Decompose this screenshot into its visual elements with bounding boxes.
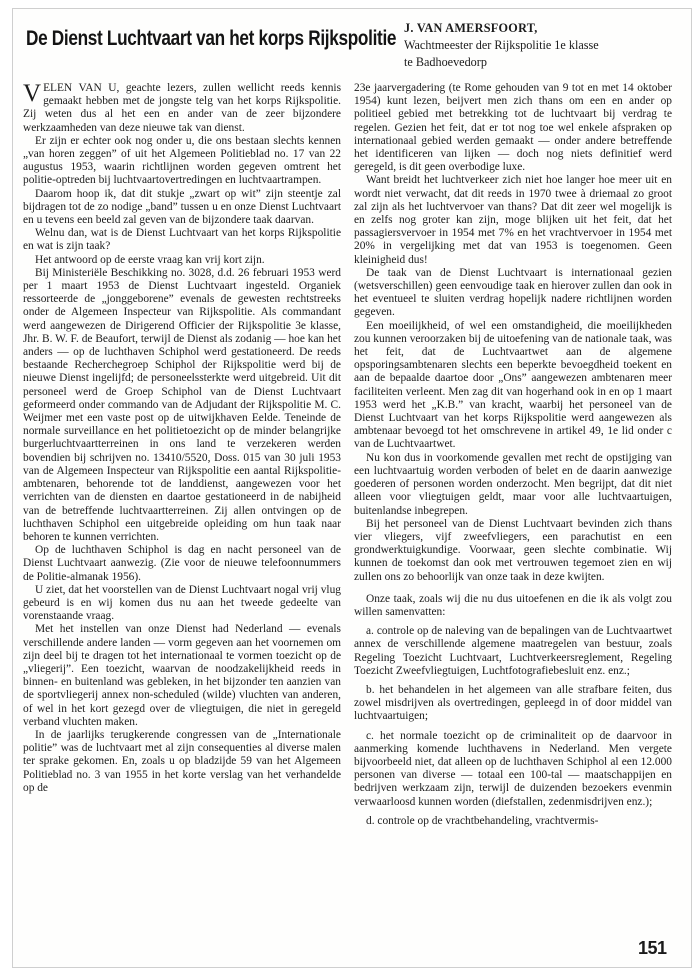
paragraph: U ziet, dat het voorstellen van de Dienst Luchtvaart nogal vrij vlug gebeurd is en wij komen dus nu aan het tweede gedeelte van vorenstaande vraag. — [23, 583, 341, 623]
paragraph: De taak van de Dienst Luchtvaart is internationaal gezien (wetsverschillen) geen eenvoudige taak en hierover zullen dan ook in het eventueel te sluiten verdrag hopelijk nadere richtlijnen worden gegeven. — [354, 266, 672, 319]
paragraph: In de jaarlijks terugkerende congressen van de „Internationale politie” was de luchtvaart met al zijn consequenties al diverse malen ter sprake gekomen. En, zoals u op bladzijde 59 van het Algemeen Politieblad no. 3 van 1955 in het korte verslag van het verhandelde op de — [23, 728, 341, 794]
paragraph: Want breidt het luchtverkeer zich niet hoe langer hoe meer uit en wordt niet verwacht, dat dit reeds in 1970 twee à driemaal zo groot zal zijn als het luchtvervoer van thans? Dat dit zeer wel mogelijk is en zelfs nog groter kan zijn, moge blijken uit het feit, dat het passagiersvervoer in 1954 met 7% en het vrachtvervoer in 1954 met 20% in vergelijking met dat van 1953 is toegenomen. Geen kleinigheid dus! — [354, 174, 672, 266]
paragraph: 23e jaarvergadering (te Rome gehouden van 9 tot en met 14 oktober 1954) kunt lezen, beijvert men zich thans om een en ander op politieel gebied met betrekking tot de luchtvaart bij verdrag te regelen. Gezien het feit, dat er tot nog toe wel enkele afspraken op internationaal gebied werden gemaakt — onder andere betreffende het identificeren van lijken — doch nog niets definitief werd geregeld, is dit geen overbodige luxe. — [354, 82, 672, 174]
paragraph: Er zijn er echter ook nog onder u, die ons bestaan slechts kennen „van horen zeggen” of uit het Algemeen Politieblad no. 17 van 22 augustus 1953, waarin richtlijnen worden gegeven omtrent het politie-optreden bij luchtvaartovertredingen en luchtvaartrampen. — [23, 134, 341, 187]
paragraph: Daarom hoop ik, dat dit stukje „zwart op wit” zijn steentje zal bijdragen tot de zo nodige „band” tussen u en onze Dienst Luchtvaart en u tevens een beeld zal geven van de bijzondere taak daarvan. — [23, 187, 341, 227]
drop-cap: V — [23, 80, 42, 107]
list-item-c: c. het normale toezicht op de criminaliteit op de daarvoor in aanmerking komende luchthavens in Nederland. Men vergete bijvoorbeeld niet, dat alleen op de luchthaven Schiphol al een 12.000 personen van diverse — totaal een 100-tal — maatschappijen en bedrijven werkzaam zijn, terwijl de duizenden bezoekers evenmin verwaarloosd kunnen worden (diefstallen, zedenmisdrijven enz.); — [354, 729, 672, 808]
byline — [404, 20, 664, 71]
list-item-a: a. controle op de naleving van de bepalingen van de Luchtvaartwet annex de verschillende algemene maatregelen van bestuur, zoals Regeling Toezicht Luchtvaart, Luchtverkeersreglement, Regeling Toezicht Zweefvliegtuigen, Luchtfotografiebesluit enz. enz.; — [354, 625, 672, 677]
paragraph: Welnu dan, wat is de Dienst Luchtvaart van het korps Rijkspolitie en wat is zijn taak? — [23, 227, 341, 253]
author-role: Wachtmeester der Rijkspolitie 1e klasse — [404, 38, 599, 52]
left-column — [23, 82, 341, 795]
paragraph: Bij het personeel van de Dienst Luchtvaart bevinden zich thans vier vliegers, vijf zweefvliegers, een parachutist en een grondwerktuigkundige. Voorwaar, geen slechte combinatie. Wij kunnen de toekomst dan ook met vertrouwen tegemoet zien en wij zullen ons zo behoorlijk van onze taak in deze kwijten. — [354, 517, 672, 583]
author-location: te Badhoevedorp — [404, 55, 487, 69]
paragraph: Met het instellen van onze Dienst had Nederland — evenals verschillende andere landen — vorm gegeven aan het voornemen om zijn deel bij te dragen tot het internationaal te vormen toezicht op de „vliegerij”. Een toezicht, waarvan de noodzakelijkheid reeds in binnen- en buitenland was gebleken, in het bijzonder ten aanzien van de sportvliegerij annex non-scheduled (wilde) vluchten van anderen, of wel in het kort gezegd over de vliegtuigen, die niet in geregeld verband vluchten maken. — [23, 623, 341, 728]
paragraph: Nu kon dus in voorkomende gevallen met recht de opstijging van een luchtvaartuig worden verboden of belet en de daarin aanwezige goederen of personen worden onderzocht. Men begrijpt, dat dit niet alleen voor vliegtuigen geldt, maar voor alle luchtvaartuigen, buitenlandse inbegrepen. — [354, 451, 672, 517]
paragraph: Het antwoord op de eerste vraag kan vrij kort zijn. — [35, 253, 265, 266]
paragraph: VELEN VAN U, geachte lezers, zullen wellicht reeds kennis gemaakt hebben met de jongste telg van het korps Rijkspolitie. Zij weten dus al het een en ander van de zeer bijzondere werkzaamheden van deze nieuwe tak van dienst. — [23, 80, 341, 134]
paragraph: Onze taak, zoals wij die nu dus uitoefenen en die ik als volgt zou willen samenvatten: — [354, 592, 672, 618]
page-number: 151 — [638, 938, 667, 958]
article-title: De Dienst Luchtvaart van het korps Rijkspolitie — [26, 26, 397, 50]
author-name: J. VAN AMERSFOORT, — [404, 21, 538, 35]
paragraph: Op de luchthaven Schiphol is dag en nacht personeel van de Dienst Luchtvaart aanwezig. (Zie voor de nieuwe telefoonnummers de Politie-almanak 1956). — [23, 544, 341, 583]
paragraph: Een moeilijkheid, of wel een omstandigheid, die moeilijkheden zou kunnen veroorzaken bij de uitoefening van de nationale taak, was het feit, dat de Luchtvaartwet aan de algemene opsporingsambtenaren slechts een beperkte bevoegdheid toekent en aan de bepaalde daartoe door „Ons” aangewezen ambtenaren meer faciliteiten verleent. Men zag dit van hogerhand ook in en op 1 maart 1953 werd het „K.B.” van kracht, waarbij het personeel van de Dienst Luchtvaart van het korps Rijkspolitie werd aangewezen als ambtenaar bevoegd tot het omschrevene in artikel 49, 1e lid onder c van de Luchtvaartwet. — [354, 319, 672, 451]
list-item-b: b. het behandelen in het algemeen van alle strafbare feiten, dus zowel misdrijven als overtredingen, gepleegd in of door middel van luchtvaartuigen; — [354, 683, 672, 723]
paragraph: Bij Ministeriële Beschikking no. 3028, d.d. 26 februari 1953 werd per 1 maart 1953 de Dienst Luchtvaart ingesteld. Organiek ressorteerde de „jonggeborene” evenals de gewesten rechtstreeks onder de Algemeen Inspecteur van Rijkspolitie. Als commandant werd aangewezen de Dirigerend Officier der Rijkspolitie 3e klasse, Jhr. B. W. F. de Beaufort, terwijl de Dienst als zodanig — hoe kan het anders — op de luchthaven Schiphol werd gestationeerd. De reeds bestaande Recherchegroep Schiphol der Rijkspolitie werd bij de nieuwe Dienst ingelijfd; de personeelssterkte werd uitgebreid. Uit dit personeel werd de Groep Schiphol van de Dienst Luchtvaart geformeerd onder commando van de Adjudant der Rijkspolitie M. C. Weijmer met een vaste post op de uitwijkhaven Eelde. Teneinde de normale surveillance en het politietoezicht op de minder belangrijke burgerluchtvaartterreinen in ons land te verzekeren werden bovendien bij schrijven no. 13410/5520, Doss. 015 van 30 juli 1953 van de Algemeen Inspecteur van Rijkspolitie een aantal Rijkspolitie-ambtenaren, behorende tot de landdienst, aangewezen voor het verrichten van de diensten en daartoe gestationeerd in de nabijheid van de betreffende luchtvaartterreinen. Zij allen ontvingen op de luchthaven Schiphol een uitgebreide opleiding om hun taak naar behoren te kunnen verrichten. — [23, 266, 341, 543]
right-column — [354, 82, 672, 828]
list-item-d: d. controle op de vrachtbehandeling, vrachtvermis- — [366, 814, 599, 827]
